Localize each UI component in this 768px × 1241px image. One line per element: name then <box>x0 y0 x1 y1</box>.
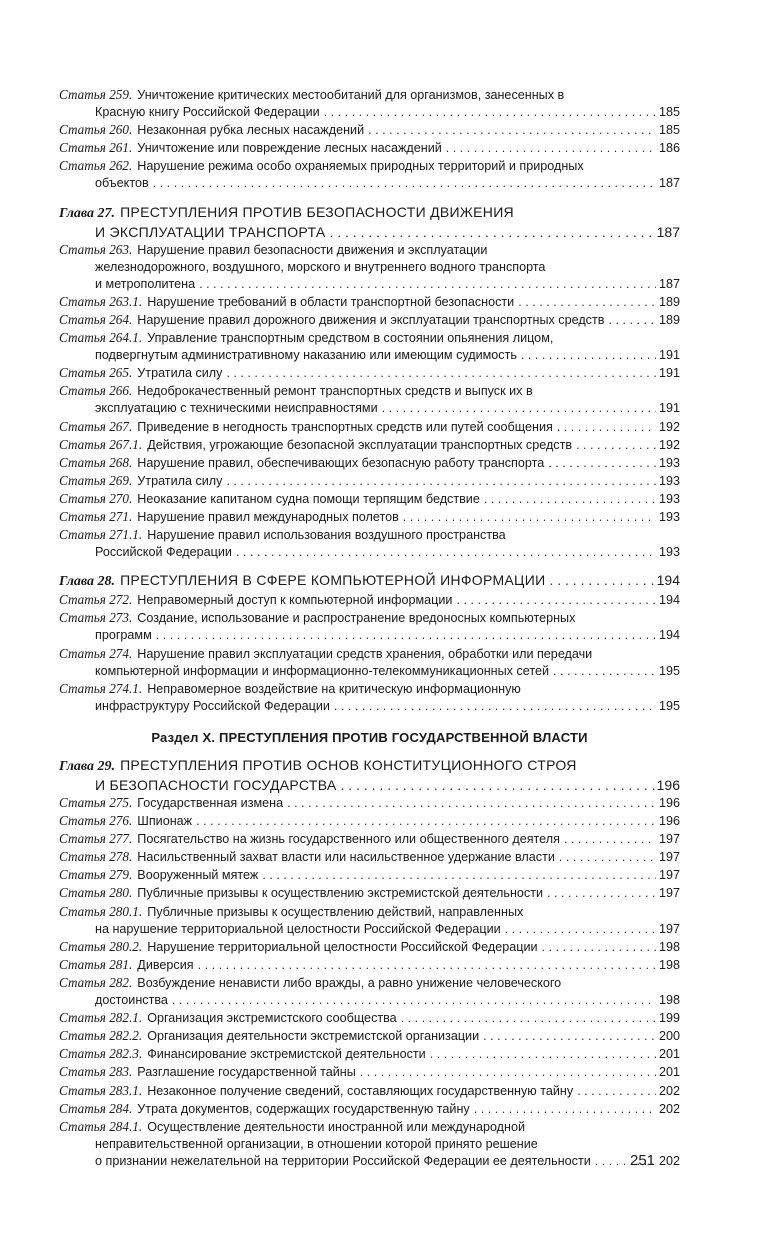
entry-title-cont: железнодорожного, воздушного, морского и внутреннего водного транспорта <box>95 259 546 274</box>
entry-label: Статья 283.1. <box>59 1082 143 1098</box>
entry-page: 192 <box>658 437 680 452</box>
toc-entry-271 <box>59 508 680 526</box>
chapter-label: Глава 29. <box>59 759 116 774</box>
entry-label: Статья 282.3. <box>59 1046 143 1062</box>
toc-entry-282-2 <box>59 1027 680 1045</box>
toc-entry-282-1 <box>59 1009 680 1027</box>
entry-page: 193 <box>658 455 680 470</box>
toc-chapter-29 <box>59 756 680 794</box>
dot-leader <box>196 813 656 830</box>
chapter-label: Глава 28. <box>59 574 116 590</box>
entry-label: Статья 272. <box>59 592 133 608</box>
entry-label: Статья 278. <box>59 849 133 865</box>
dot-leader <box>287 795 656 812</box>
entry-label: Статья 280.2. <box>59 938 143 954</box>
entry-label: Статья 267. <box>59 418 133 434</box>
entry-title-cont: программ <box>95 628 152 643</box>
entry-label: Статья 274.1. <box>59 680 143 696</box>
toc-entry-281 <box>59 956 680 974</box>
entry-title: Нарушение правил, обеспечивающих безопасную работу транспорта <box>137 455 545 470</box>
entry-page: 202 <box>658 1101 680 1116</box>
toc-entry-266 <box>59 382 680 417</box>
entry-label: Статья 263. <box>59 241 133 257</box>
entry-title: Утрата документов, содержащих государственную тайну <box>137 1101 470 1116</box>
dot-leader <box>236 544 656 561</box>
entry-page: 201 <box>658 1065 680 1080</box>
dot-leader <box>549 571 654 589</box>
toc-entry-267 <box>59 418 680 436</box>
dot-leader <box>483 1028 656 1045</box>
entry-title-cont: о признании нежелательной на территории Российской Федерации ее деятельности <box>95 1153 591 1168</box>
entry-label: Статья 276. <box>59 813 133 829</box>
dot-leader <box>403 509 656 526</box>
dot-leader <box>341 776 655 794</box>
entry-title: Шпионаж <box>137 814 193 829</box>
entry-title-cont: эксплуатацию с техническими неисправностями <box>95 401 378 416</box>
entry-label: Статья 275. <box>59 795 133 810</box>
dot-leader <box>226 365 656 382</box>
entry-page: 189 <box>658 312 680 327</box>
entry-title: Вооруженный мятеж <box>137 868 259 883</box>
toc-entry-264 <box>59 311 680 329</box>
entry-title: Разглашение государственной тайны <box>137 1065 356 1080</box>
entry-page: 198 <box>658 957 680 972</box>
entry-title: Недоброкачественный ремонт транспортных средств и выпуск их в <box>137 384 533 399</box>
dot-leader <box>226 473 656 490</box>
entry-title: Государственная измена <box>137 796 284 810</box>
entry-page: 193 <box>658 509 680 524</box>
entry-label: Статья 267.1. <box>59 436 143 452</box>
entry-title: Создание, использование и распространение вредоносных компьютерных <box>137 611 576 626</box>
entry-page: 202 <box>658 1153 680 1168</box>
entry-label: Статья 279. <box>59 867 133 883</box>
entry-label: Статья 284. <box>59 1100 133 1116</box>
entry-label: Статья 262. <box>59 158 133 174</box>
dot-leader <box>505 921 656 938</box>
chapter-title-cont: И ЭКСПЛУАТАЦИИ ТРАНСПОРТА <box>95 223 326 240</box>
toc-chapter-27 <box>59 203 680 241</box>
entry-title: Посягательство на жизнь государственного или общественного деятеля <box>137 832 560 847</box>
entry-label: Статья 268. <box>59 454 133 470</box>
toc-entry-275 <box>59 794 680 812</box>
dot-leader <box>547 885 656 902</box>
toc-entry-263-1 <box>59 293 680 311</box>
entry-page: 197 <box>658 868 680 883</box>
entry-title-cont: инфраструктуру Российской Федерации <box>95 698 330 713</box>
entry-page: 197 <box>658 921 680 936</box>
entry-title-cont: и метрополитена <box>95 276 196 291</box>
page-number: 251 <box>630 1152 656 1169</box>
dot-leader <box>198 957 656 974</box>
entry-page: 198 <box>658 993 680 1008</box>
entry-title: Организация экстремистского сообщества <box>147 1011 397 1026</box>
entry-label: Статья 283. <box>59 1064 133 1080</box>
dot-leader <box>577 1083 656 1100</box>
chapter-title: ПРЕСТУПЛЕНИЯ ПРОТИВ ОСНОВ КОНСТИТУЦИОННОГО СТРОЯ <box>120 757 577 773</box>
entry-label: Статья 280.1. <box>59 903 143 919</box>
toc-entry-272 <box>59 591 680 609</box>
entry-page: 196 <box>658 814 680 829</box>
entry-label: Статья 281. <box>59 956 133 972</box>
dot-leader <box>559 849 656 866</box>
toc-entry-260 <box>59 121 680 139</box>
entry-page: 197 <box>658 850 680 865</box>
toc-entry-282-3 <box>59 1045 680 1063</box>
entry-title: Неправомерный доступ к компьютерной информации <box>137 593 453 608</box>
entry-title: Нарушение правил дорожного движения и эксплуатации транспортных средств <box>137 312 605 327</box>
dot-leader <box>542 939 656 956</box>
entry-title: Публичные призывы к осуществлению действий, направленных <box>147 904 524 919</box>
section-heading: Раздел X. ПРЕСТУПЛЕНИЯ ПРОТИВ ГОСУДАРСТВЕННОЙ ВЛАСТИ <box>151 729 588 745</box>
entry-label: Статья 271.1. <box>59 527 143 543</box>
toc-entry-259 <box>59 86 680 121</box>
entry-title: Нарушение режима особо охраняемых природных территорий и природных <box>137 159 584 174</box>
dot-leader <box>456 592 656 609</box>
entry-title: Незаконная рубка лесных насаждений <box>137 123 365 138</box>
entry-page: 194 <box>658 628 680 643</box>
toc-entry-284-1 <box>59 1118 680 1170</box>
entry-label: Статья 261. <box>59 140 133 156</box>
toc-entry-267-1 <box>59 436 680 454</box>
entry-page: 196 <box>658 796 680 810</box>
toc-entry-261 <box>59 139 680 157</box>
dot-leader <box>430 1046 656 1063</box>
toc-entry-274-1 <box>59 680 680 715</box>
entry-label: Статья 264. <box>59 311 133 327</box>
entry-title: Нарушение правил использования воздушного пространства <box>147 528 506 543</box>
entry-title: Финансирование экстремистской деятельности <box>147 1047 426 1062</box>
dot-leader <box>446 140 656 157</box>
entry-title: Незаконное получение сведений, составляющих государственную тайну <box>147 1083 574 1098</box>
entry-label: Статья 260. <box>59 122 133 138</box>
dot-leader <box>156 627 656 644</box>
entry-title-cont: Российской Федерации <box>95 545 232 560</box>
toc-entry-283 <box>59 1063 680 1081</box>
entry-title: Публичные призывы к осуществлению экстремистской деятельности <box>137 886 544 901</box>
entry-title: Нарушение территориальной целостности Российской Федерации <box>147 939 538 954</box>
entry-page: 200 <box>658 1029 680 1044</box>
entry-title: Нарушение правил эксплуатации средств хранения, обработки или передачи <box>137 646 593 661</box>
chapter-page: 196 <box>656 777 680 793</box>
dot-leader <box>360 1064 656 1081</box>
entry-title: Приведение в негодность транспортных средств или путей сообщения <box>137 419 553 434</box>
entry-title: Организация деятельности экстремистской организации <box>147 1029 480 1044</box>
toc-chapter-28 <box>59 571 680 591</box>
entry-label: Статья 284.1. <box>59 1118 143 1134</box>
entry-title-cont: достоинства <box>95 993 168 1008</box>
entry-label: Статья 282. <box>59 974 133 990</box>
dot-leader <box>262 867 656 884</box>
entry-title: Действия, угрожающие безопасной эксплуатации транспортных средств <box>147 437 573 452</box>
chapter-title: ПРЕСТУПЛЕНИЯ В СФЕРЕ КОМПЬЮТЕРНОЙ ИНФОРМАЦИИ <box>120 572 546 589</box>
entry-page: 191 <box>658 401 680 416</box>
entry-page: 191 <box>658 366 680 381</box>
dot-leader <box>608 312 656 329</box>
toc-entry-265 <box>59 364 680 382</box>
dot-leader <box>576 437 656 454</box>
toc-entry-273 <box>59 609 680 644</box>
entry-page: 187 <box>658 176 680 191</box>
chapter-label: Глава 27. <box>59 205 116 221</box>
entry-title-cont: на нарушение территориальной целостности Российской Федерации <box>95 921 501 936</box>
entry-page: 201 <box>658 1047 680 1062</box>
entry-page: 197 <box>658 886 680 901</box>
dot-leader <box>401 1010 656 1027</box>
entry-title-cont: компьютерной информации и информационно-телекоммуникационных сетей <box>95 663 550 678</box>
entry-title: Нарушение требований в области транспортной безопасности <box>147 294 515 309</box>
entry-page: 195 <box>658 698 680 713</box>
entry-title: Осуществление деятельности иностранной или международной <box>147 1119 526 1134</box>
entry-label: Статья 277. <box>59 831 133 847</box>
entry-label: Статья 282.1. <box>59 1010 143 1026</box>
entry-page: 193 <box>658 473 680 488</box>
toc-entry-274 <box>59 645 680 680</box>
entry-title: Управление транспортным средством в состоянии опьянения лицом, <box>147 331 554 346</box>
entry-page: 202 <box>658 1083 680 1098</box>
toc-entry-262 <box>59 157 680 192</box>
dot-leader <box>334 698 656 715</box>
entry-label: Статья 264.1. <box>59 330 143 346</box>
entry-page: 197 <box>658 832 680 847</box>
entry-page: 192 <box>658 419 680 434</box>
entry-title: Утратила силу <box>137 473 223 488</box>
toc-entry-278 <box>59 848 680 866</box>
dot-leader <box>484 491 656 508</box>
toc-entry-263 <box>59 241 680 293</box>
chapter-title-cont: И БЕЗОПАСНОСТИ ГОСУДАРСТВА <box>95 777 337 793</box>
dot-leader <box>199 276 656 293</box>
toc-entry-284 <box>59 1100 680 1118</box>
entry-page: 189 <box>658 294 680 309</box>
entry-label: Статья 265. <box>59 365 133 381</box>
dot-leader <box>368 122 656 139</box>
toc-entry-280-2 <box>59 938 680 956</box>
entry-label: Статья 269. <box>59 472 133 488</box>
toc-entry-280-1 <box>59 903 680 938</box>
dot-leader <box>557 419 656 436</box>
entry-label: Статья 270. <box>59 490 133 506</box>
dot-leader <box>153 175 656 192</box>
chapter-page: 194 <box>656 572 680 589</box>
entry-page: 185 <box>658 123 680 138</box>
dot-leader <box>172 992 656 1009</box>
toc-entry-268 <box>59 454 680 472</box>
entry-title-cont: неправительственной организации, в отношении которой принято решение <box>95 1136 538 1151</box>
entry-label: Статья 271. <box>59 508 133 524</box>
entry-page: 199 <box>658 1011 680 1026</box>
entry-title: Неправомерное воздействие на критическую информационную <box>147 681 521 696</box>
entry-label: Статья 274. <box>59 645 133 661</box>
chapter-title: ПРЕСТУПЛЕНИЯ ПРОТИВ БЕЗОПАСНОСТИ ДВИЖЕНИЯ <box>120 203 514 220</box>
toc-entry-280 <box>59 884 680 902</box>
entry-page: 195 <box>658 663 680 678</box>
entry-label: Статья 259. <box>59 87 133 102</box>
entry-label: Статья 273. <box>59 610 133 626</box>
entry-page: 191 <box>658 348 680 363</box>
dot-leader <box>382 400 656 417</box>
entry-title: Насильственный захват власти или насильственное удержание власти <box>137 850 555 865</box>
entry-title: Нарушение правил безопасности движения и эксплуатации <box>137 242 488 257</box>
entry-page: 193 <box>658 491 680 506</box>
dot-leader <box>521 347 656 364</box>
entry-label: Статья 282.2. <box>59 1028 143 1044</box>
chapter-page: 187 <box>656 223 680 240</box>
toc-entry-282 <box>59 974 680 1009</box>
entry-page: 198 <box>658 939 680 954</box>
entry-page: 186 <box>658 141 680 156</box>
entry-title: Уничтожение или повреждение лесных насаждений <box>137 141 442 156</box>
entry-title: Уничтожение критических местообитаний для организмов, занесенных в <box>137 88 565 102</box>
dot-leader <box>553 663 656 680</box>
dot-leader <box>548 455 656 472</box>
entry-title: Диверсия <box>137 957 194 972</box>
dot-leader <box>329 223 654 241</box>
toc-entry-276 <box>59 812 680 830</box>
toc-entry-269 <box>59 472 680 490</box>
entry-page: 193 <box>658 545 680 560</box>
entry-page: 187 <box>658 276 680 291</box>
toc-entry-277 <box>59 830 680 848</box>
dot-leader <box>474 1101 656 1118</box>
entry-title: Нарушение правил международных полетов <box>137 509 399 524</box>
entry-title-cont: подвергнутым административному наказанию или имеющим судимость <box>95 348 517 363</box>
dot-leader <box>518 294 656 311</box>
entry-label: Статья 266. <box>59 383 133 399</box>
entry-title-cont: Красную книгу Российской Федерации <box>95 105 320 120</box>
dot-leader <box>324 104 656 121</box>
entry-title: Возбуждение ненависти либо вражды, а равно унижение человеческого <box>137 975 562 990</box>
entry-label: Статья 263.1. <box>59 293 143 309</box>
entry-title: Утратила силу <box>137 366 223 381</box>
dot-leader <box>564 831 656 848</box>
entry-title: Неоказание капитаном судна помощи терпящим бедствие <box>137 491 480 506</box>
entry-title-cont: объектов <box>95 176 149 191</box>
toc-entry-264-1 <box>59 329 680 364</box>
toc-entry-283-1 <box>59 1082 680 1100</box>
entry-page: 185 <box>658 105 680 120</box>
entry-page: 194 <box>658 593 680 608</box>
entry-label: Статья 280. <box>59 885 133 901</box>
toc-entry-270 <box>59 490 680 508</box>
toc-entry-271-1 <box>59 526 680 561</box>
toc-entry-279 <box>59 866 680 884</box>
